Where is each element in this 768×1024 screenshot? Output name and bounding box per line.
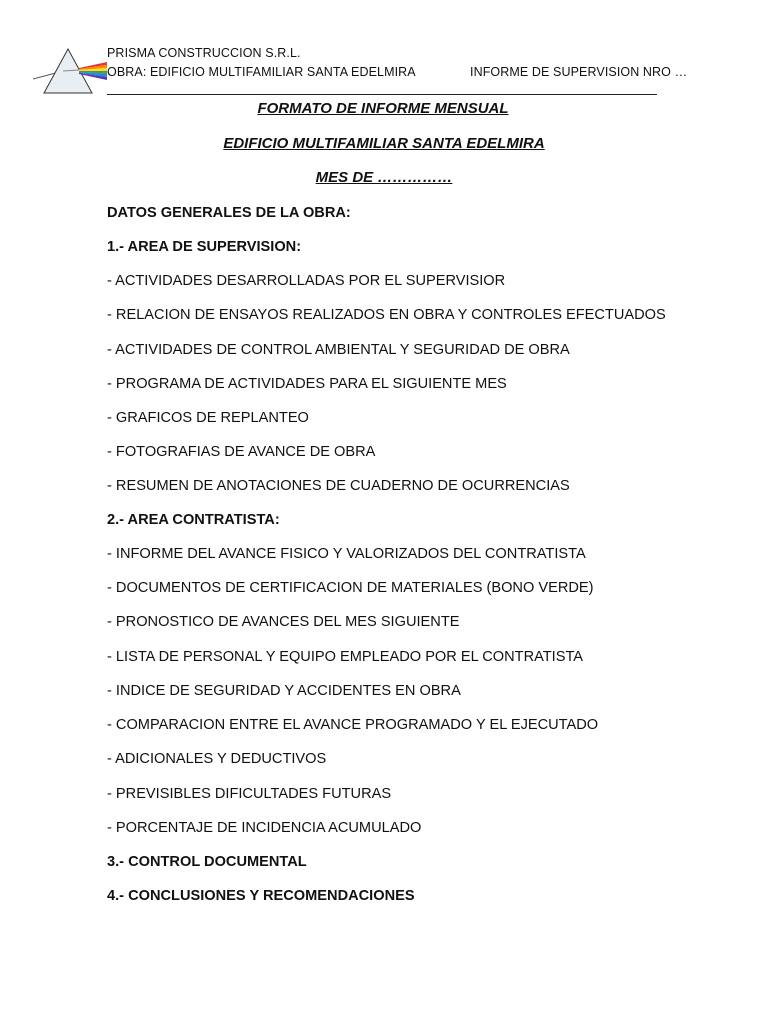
title-format: FORMATO DE INFORME MENSUAL	[257, 100, 509, 117]
header-company: PRISMA CONSTRUCCION S.R.L.	[107, 46, 301, 60]
list-item: - PROGRAMA DE ACTIVIDADES PARA EL SIGUIENTE MES	[107, 376, 507, 392]
header-informe: INFORME DE SUPERVISION NRO …	[470, 65, 688, 79]
list-item: - INDICE DE SEGURIDAD Y ACCIDENTES EN OBRA	[107, 683, 461, 699]
header-divider	[107, 94, 657, 95]
section-heading: 2.- AREA CONTRATISTA:	[107, 512, 280, 528]
header-obra: OBRA: EDIFICIO MULTIFAMILIAR SANTA EDELMIRA	[107, 65, 416, 79]
list-item: - RESUMEN DE ANOTACIONES DE CUADERNO DE OCURRENCIAS	[107, 478, 570, 494]
title-month: MES DE ……………	[315, 169, 453, 186]
list-item: - LISTA DE PERSONAL Y EQUIPO EMPLEADO POR EL CONTRATISTA	[107, 649, 584, 665]
list-item: - FOTOGRAFIAS DE AVANCE DE OBRA	[107, 444, 376, 460]
list-item: - ACTIVIDADES DESARROLLADAS POR EL SUPERVISIOR	[107, 273, 506, 289]
list-item: - PREVISIBLES DIFICULTADES FUTURAS	[107, 786, 392, 802]
list-item: - RELACION DE ENSAYOS REALIZADOS EN OBRA Y CONTROLES EFECTUADOS	[107, 307, 666, 323]
list-item: - ADICIONALES Y DEDUCTIVOS	[107, 751, 327, 767]
section-heading: 4.- CONCLUSIONES Y RECOMENDACIONES	[107, 888, 415, 904]
list-item: - PORCENTAJE DE INCIDENCIA ACUMULADO	[107, 820, 422, 836]
section-heading: 3.- CONTROL DOCUMENTAL	[107, 854, 307, 870]
prism-rainbow-icon	[33, 46, 107, 96]
list-item: - PRONOSTICO DE AVANCES DEL MES SIGUIENTE	[107, 614, 460, 630]
list-item: - GRAFICOS DE REPLANTEO	[107, 410, 309, 426]
section-heading: 1.- AREA DE SUPERVISION:	[107, 239, 302, 255]
title-building: EDIFICIO MULTIFAMILIAR SANTA EDELMIRA	[223, 135, 545, 152]
list-item: - COMPARACION ENTRE EL AVANCE PROGRAMADO Y EL EJECUTADO	[107, 717, 599, 733]
list-item: - INFORME DEL AVANCE FISICO Y VALORIZADOS DEL CONTRATISTA	[107, 546, 586, 562]
list-item: - DOCUMENTOS DE CERTIFICACION DE MATERIALES (BONO VERDE)	[107, 580, 594, 596]
general-heading: DATOS GENERALES DE LA OBRA:	[107, 205, 351, 221]
list-item: - ACTIVIDADES DE CONTROL AMBIENTAL Y SEGURIDAD DE OBRA	[107, 342, 570, 358]
